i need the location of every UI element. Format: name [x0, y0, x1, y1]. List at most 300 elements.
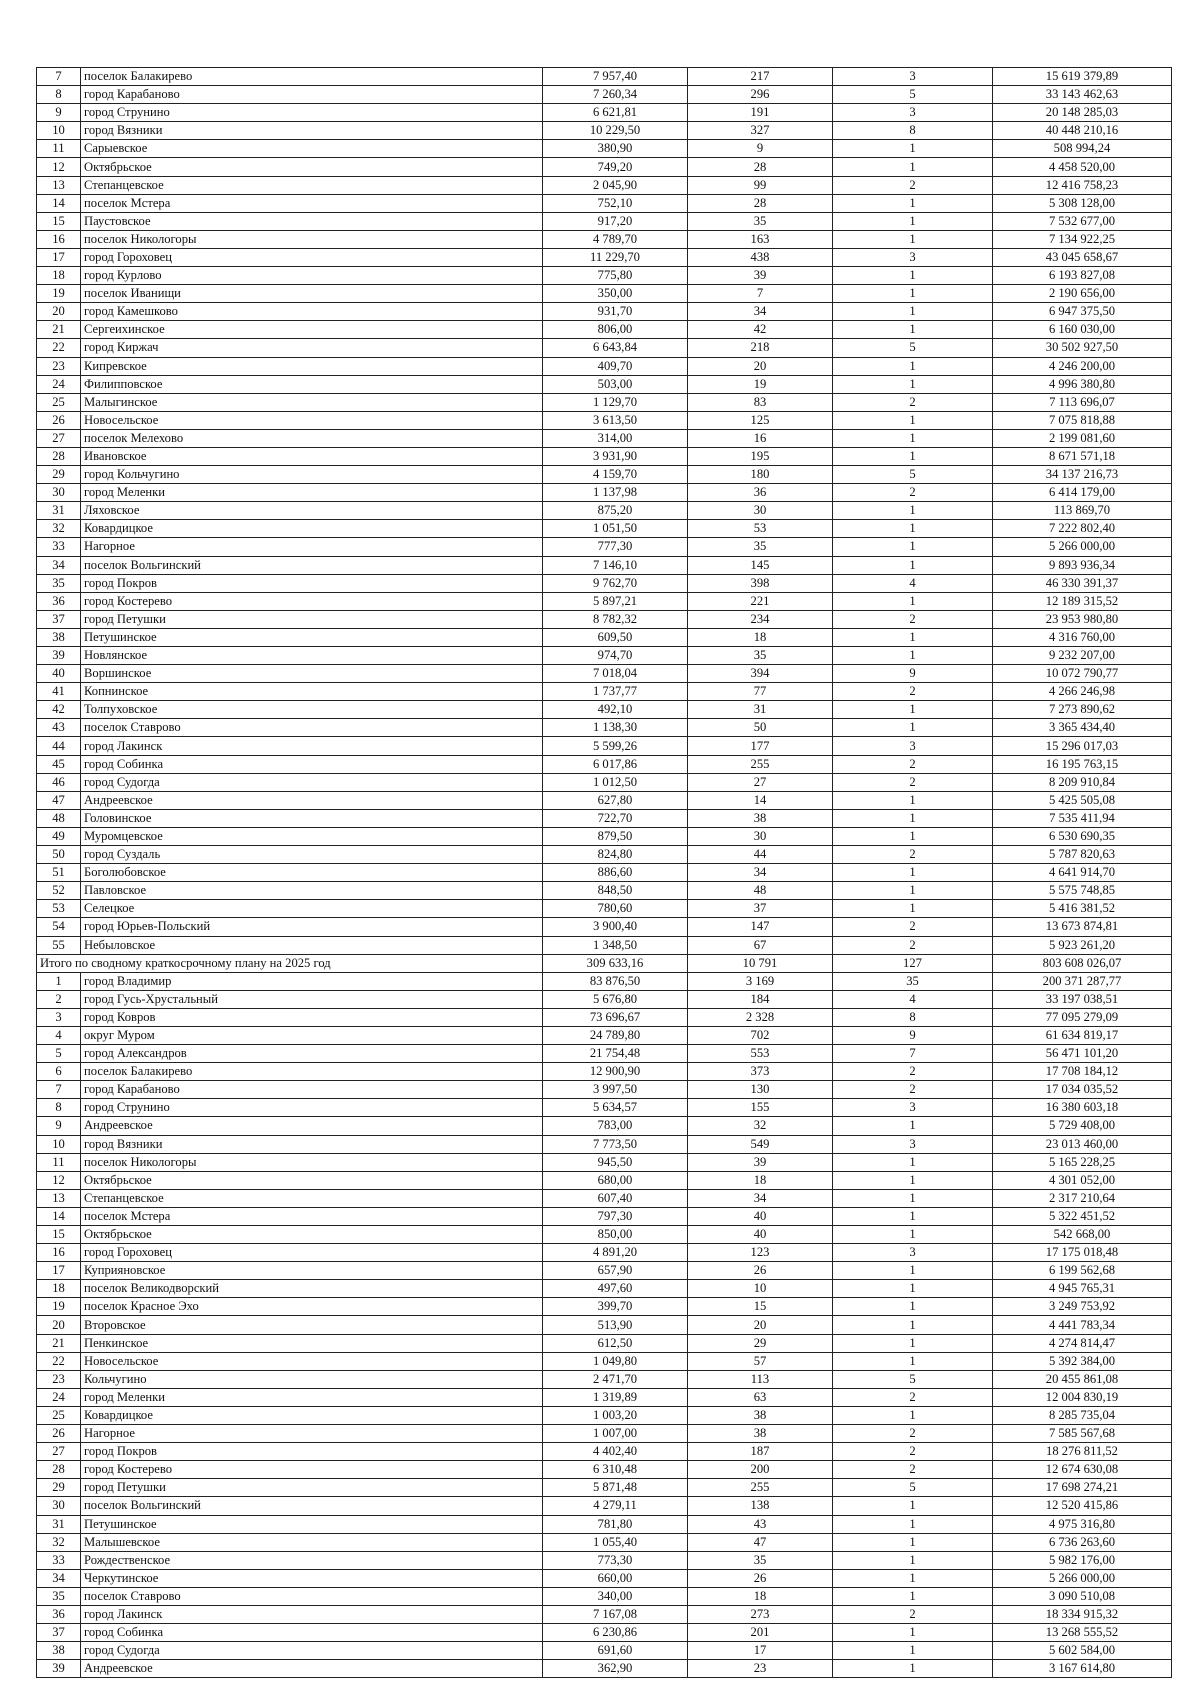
- residents-count: 57: [688, 1352, 833, 1370]
- area-value: 492,10: [543, 701, 688, 719]
- row-number: 42: [37, 701, 81, 719]
- area-value: 7 260,34: [543, 86, 688, 104]
- table-row: [37, 882, 1172, 900]
- cost-value: 8 671 571,18: [993, 447, 1172, 465]
- houses-count: 1: [833, 538, 993, 556]
- row-number: 3: [37, 1008, 81, 1026]
- row-number: 18: [37, 1280, 81, 1298]
- houses-count: 2: [833, 918, 993, 936]
- cost-value: 4 266 246,98: [993, 683, 1172, 701]
- area-value: 7 957,40: [543, 68, 688, 86]
- houses-count: 1: [833, 520, 993, 538]
- residents-count: 7: [688, 285, 833, 303]
- area-value: 875,20: [543, 502, 688, 520]
- cost-value: 9 232 207,00: [993, 647, 1172, 665]
- cost-value: 18 276 811,52: [993, 1443, 1172, 1461]
- municipality-name: Копнинское: [81, 683, 543, 701]
- area-value: 749,20: [543, 158, 688, 176]
- table-row: [37, 1081, 1172, 1099]
- municipality-name: Павловское: [81, 882, 543, 900]
- residents-count: 99: [688, 176, 833, 194]
- houses-count: 1: [833, 1280, 993, 1298]
- municipality-name: Второвское: [81, 1316, 543, 1334]
- area-value: 1 138,30: [543, 719, 688, 737]
- municipality-name: Паустовское: [81, 212, 543, 230]
- row-number: 8: [37, 86, 81, 104]
- residents-count: 145: [688, 556, 833, 574]
- table-row: [37, 1642, 1172, 1660]
- municipality-name: поселок Иванищи: [81, 285, 543, 303]
- cost-value: 8 209 910,84: [993, 773, 1172, 791]
- table-row: [37, 1244, 1172, 1262]
- area-value: 3 900,40: [543, 918, 688, 936]
- row-number: 20: [37, 303, 81, 321]
- houses-count: 1: [833, 1207, 993, 1225]
- table-row: [37, 701, 1172, 719]
- houses-count: 3: [833, 68, 993, 86]
- houses-count: 1: [833, 1298, 993, 1316]
- area-value: 4 159,70: [543, 466, 688, 484]
- houses-count: 1: [833, 1497, 993, 1515]
- cost-value: 15 619 379,89: [993, 68, 1172, 86]
- row-number: 8: [37, 1099, 81, 1117]
- table-row: [37, 176, 1172, 194]
- table-row: [37, 719, 1172, 737]
- cost-value: 12 520 415,86: [993, 1497, 1172, 1515]
- municipality-name: Кольчугино: [81, 1370, 543, 1388]
- area-value: 1 137,98: [543, 484, 688, 502]
- houses-count: 1: [833, 267, 993, 285]
- cost-value: 5 392 384,00: [993, 1352, 1172, 1370]
- table-row: [37, 1497, 1172, 1515]
- houses-count: 1: [833, 158, 993, 176]
- table-row: [37, 520, 1172, 538]
- cost-value: 4 274 814,47: [993, 1334, 1172, 1352]
- houses-count: 2: [833, 1605, 993, 1623]
- cost-value: 9 893 936,34: [993, 556, 1172, 574]
- municipality-name: город Меленки: [81, 1388, 543, 1406]
- houses-count: 1: [833, 502, 993, 520]
- municipality-name: Нагорное: [81, 1425, 543, 1443]
- area-value: 4 891,20: [543, 1244, 688, 1262]
- row-number: 1: [37, 972, 81, 990]
- municipality-name: город Карабаново: [81, 86, 543, 104]
- area-value: 7 773,50: [543, 1135, 688, 1153]
- table-row: [37, 1605, 1172, 1623]
- table-row: [37, 628, 1172, 646]
- houses-count: 1: [833, 1334, 993, 1352]
- plan-rows-part1: [37, 68, 1172, 955]
- row-number: 24: [37, 1388, 81, 1406]
- municipality-name: город Меленки: [81, 484, 543, 502]
- table-row: [37, 574, 1172, 592]
- municipality-name: город Вязники: [81, 122, 543, 140]
- residents-count: 34: [688, 864, 833, 882]
- residents-count: 50: [688, 719, 833, 737]
- row-number: 39: [37, 647, 81, 665]
- municipality-name: Воршинское: [81, 665, 543, 683]
- table-row: [37, 1406, 1172, 1424]
- houses-count: 1: [833, 592, 993, 610]
- row-number: 38: [37, 628, 81, 646]
- area-value: 513,90: [543, 1316, 688, 1334]
- cost-value: 17 708 184,12: [993, 1063, 1172, 1081]
- municipality-name: город Собинка: [81, 1624, 543, 1642]
- municipality-name: Ковардицкое: [81, 520, 543, 538]
- area-value: 917,20: [543, 212, 688, 230]
- table-row: [37, 1660, 1172, 1678]
- area-value: 5 897,21: [543, 592, 688, 610]
- residents-count: 36: [688, 484, 833, 502]
- total-people: 10 791: [688, 954, 833, 972]
- cost-value: 7 535 411,94: [993, 809, 1172, 827]
- residents-count: 35: [688, 1551, 833, 1569]
- cost-value: 56 471 101,20: [993, 1045, 1172, 1063]
- residents-count: 47: [688, 1533, 833, 1551]
- municipality-name: Пенкинское: [81, 1334, 543, 1352]
- municipality-name: Толпуховское: [81, 701, 543, 719]
- table-row: [37, 864, 1172, 882]
- row-number: 39: [37, 1660, 81, 1678]
- row-number: 29: [37, 466, 81, 484]
- capital-repair-plan-table: [36, 67, 1172, 1678]
- houses-count: 1: [833, 1352, 993, 1370]
- table-row: [37, 1008, 1172, 1026]
- row-number: 21: [37, 321, 81, 339]
- table-row: [37, 339, 1172, 357]
- table-row: [37, 990, 1172, 1008]
- municipality-name: поселок Ставрово: [81, 719, 543, 737]
- houses-count: 9: [833, 1026, 993, 1044]
- cost-value: 20 148 285,03: [993, 104, 1172, 122]
- row-number: 35: [37, 1587, 81, 1605]
- row-number: 23: [37, 1370, 81, 1388]
- residents-count: 394: [688, 665, 833, 683]
- houses-count: 3: [833, 104, 993, 122]
- cost-value: 5 322 451,52: [993, 1207, 1172, 1225]
- municipality-name: Петушинское: [81, 628, 543, 646]
- residents-count: 30: [688, 827, 833, 845]
- cost-value: 20 455 861,08: [993, 1370, 1172, 1388]
- row-number: 26: [37, 411, 81, 429]
- cost-value: 200 371 287,77: [993, 972, 1172, 990]
- residents-count: 39: [688, 267, 833, 285]
- houses-count: 1: [833, 212, 993, 230]
- residents-count: 125: [688, 411, 833, 429]
- row-number: 53: [37, 900, 81, 918]
- area-value: 1 737,77: [543, 683, 688, 701]
- area-value: 380,90: [543, 140, 688, 158]
- row-number: 32: [37, 1533, 81, 1551]
- residents-count: 38: [688, 809, 833, 827]
- area-value: 1 319,89: [543, 1388, 688, 1406]
- table-row: [37, 900, 1172, 918]
- cost-value: 3 090 510,08: [993, 1587, 1172, 1605]
- municipality-name: город Гороховец: [81, 248, 543, 266]
- cost-value: 5 923 261,20: [993, 936, 1172, 954]
- houses-count: 2: [833, 1461, 993, 1479]
- houses-count: 2: [833, 1388, 993, 1406]
- residents-count: 35: [688, 647, 833, 665]
- cost-value: 12 416 758,23: [993, 176, 1172, 194]
- area-value: 7 167,08: [543, 1605, 688, 1623]
- table-row: [37, 1045, 1172, 1063]
- cost-value: 7 532 677,00: [993, 212, 1172, 230]
- area-value: 783,00: [543, 1117, 688, 1135]
- houses-count: 2: [833, 936, 993, 954]
- residents-count: 23: [688, 1660, 833, 1678]
- total-houses: 127: [833, 954, 993, 972]
- area-value: 6 643,84: [543, 339, 688, 357]
- cost-value: 113 869,70: [993, 502, 1172, 520]
- area-value: 4 279,11: [543, 1497, 688, 1515]
- cost-value: 13 268 555,52: [993, 1624, 1172, 1642]
- municipality-name: город Курлово: [81, 267, 543, 285]
- houses-count: 2: [833, 393, 993, 411]
- table-row: [37, 68, 1172, 86]
- municipality-name: поселок Балакирево: [81, 68, 543, 86]
- houses-count: 3: [833, 1099, 993, 1117]
- cost-value: 4 441 783,34: [993, 1316, 1172, 1334]
- area-value: 6 017,86: [543, 755, 688, 773]
- residents-count: 32: [688, 1117, 833, 1135]
- municipality-name: Степанцевское: [81, 1189, 543, 1207]
- row-number: 14: [37, 1207, 81, 1225]
- cost-value: 4 641 914,70: [993, 864, 1172, 882]
- row-number: 38: [37, 1642, 81, 1660]
- residents-count: 218: [688, 339, 833, 357]
- municipality-name: Куприяновское: [81, 1262, 543, 1280]
- residents-count: 180: [688, 466, 833, 484]
- houses-count: 1: [833, 701, 993, 719]
- houses-count: 2: [833, 755, 993, 773]
- municipality-name: Новосельское: [81, 1352, 543, 1370]
- residents-count: 155: [688, 1099, 833, 1117]
- municipality-name: поселок Вольгинский: [81, 1497, 543, 1515]
- houses-count: 5: [833, 86, 993, 104]
- residents-count: 39: [688, 1153, 833, 1171]
- cost-value: 8 285 735,04: [993, 1406, 1172, 1424]
- residents-count: 327: [688, 122, 833, 140]
- cost-value: 33 143 462,63: [993, 86, 1172, 104]
- municipality-name: Октябрьское: [81, 158, 543, 176]
- row-number: 26: [37, 1425, 81, 1443]
- row-number: 14: [37, 194, 81, 212]
- cost-value: 43 045 658,67: [993, 248, 1172, 266]
- table-row: [37, 375, 1172, 393]
- table-row: [37, 429, 1172, 447]
- houses-count: 1: [833, 827, 993, 845]
- table-row: [37, 194, 1172, 212]
- area-value: 7 146,10: [543, 556, 688, 574]
- residents-count: 18: [688, 628, 833, 646]
- municipality-name: Ляховское: [81, 502, 543, 520]
- area-value: 362,90: [543, 1660, 688, 1678]
- table-row: [37, 1262, 1172, 1280]
- table-row: [37, 1207, 1172, 1225]
- table-row: [37, 972, 1172, 990]
- residents-count: 19: [688, 375, 833, 393]
- municipality-name: город Карабаново: [81, 1081, 543, 1099]
- row-number: 30: [37, 484, 81, 502]
- area-value: 21 754,48: [543, 1045, 688, 1063]
- table-row: [37, 411, 1172, 429]
- residents-count: 234: [688, 610, 833, 628]
- cost-value: 46 330 391,37: [993, 574, 1172, 592]
- municipality-name: город Костерево: [81, 1461, 543, 1479]
- cost-value: 6 736 263,60: [993, 1533, 1172, 1551]
- cost-value: 4 246 200,00: [993, 357, 1172, 375]
- cost-value: 6 160 030,00: [993, 321, 1172, 339]
- municipality-name: Небыловское: [81, 936, 543, 954]
- row-number: 17: [37, 248, 81, 266]
- municipality-name: город Покров: [81, 574, 543, 592]
- houses-count: 2: [833, 610, 993, 628]
- table-row: [37, 1533, 1172, 1551]
- houses-count: 2: [833, 484, 993, 502]
- table-row: [37, 466, 1172, 484]
- table-row: [37, 1026, 1172, 1044]
- table-row: [37, 846, 1172, 864]
- residents-count: 27: [688, 773, 833, 791]
- table-row: [37, 683, 1172, 701]
- area-value: 1 007,00: [543, 1425, 688, 1443]
- houses-count: 1: [833, 140, 993, 158]
- cost-value: 16 380 603,18: [993, 1099, 1172, 1117]
- row-number: 32: [37, 520, 81, 538]
- residents-count: 40: [688, 1226, 833, 1244]
- residents-count: 9: [688, 140, 833, 158]
- houses-count: 1: [833, 628, 993, 646]
- table-row: [37, 1443, 1172, 1461]
- row-number: 27: [37, 429, 81, 447]
- area-value: 781,80: [543, 1515, 688, 1533]
- municipality-name: город Ковров: [81, 1008, 543, 1026]
- cost-value: 5 425 505,08: [993, 791, 1172, 809]
- houses-count: 2: [833, 683, 993, 701]
- houses-count: 1: [833, 411, 993, 429]
- area-value: 1 051,50: [543, 520, 688, 538]
- table-row: [37, 104, 1172, 122]
- municipality-name: город Покров: [81, 1443, 543, 1461]
- table-row: [37, 1569, 1172, 1587]
- residents-count: 63: [688, 1388, 833, 1406]
- municipality-name: Малыгинское: [81, 393, 543, 411]
- municipality-name: Андреевское: [81, 1660, 543, 1678]
- table-row: [37, 1388, 1172, 1406]
- plan-rows-part2: [37, 972, 1172, 1678]
- area-value: 607,40: [543, 1189, 688, 1207]
- row-number: 16: [37, 230, 81, 248]
- table-row: [37, 1587, 1172, 1605]
- residents-count: 373: [688, 1063, 833, 1081]
- houses-count: 8: [833, 122, 993, 140]
- table-row: [37, 1479, 1172, 1497]
- houses-count: 1: [833, 357, 993, 375]
- area-value: 24 789,80: [543, 1026, 688, 1044]
- area-value: 886,60: [543, 864, 688, 882]
- area-value: 945,50: [543, 1153, 688, 1171]
- houses-count: 1: [833, 864, 993, 882]
- cost-value: 34 137 216,73: [993, 466, 1172, 484]
- area-value: 503,00: [543, 375, 688, 393]
- row-number: 20: [37, 1316, 81, 1334]
- cost-value: 542 668,00: [993, 1226, 1172, 1244]
- cost-value: 6 947 375,50: [993, 303, 1172, 321]
- houses-count: 1: [833, 375, 993, 393]
- houses-count: 2: [833, 1443, 993, 1461]
- cost-value: 3 249 753,92: [993, 1298, 1172, 1316]
- municipality-name: город Александров: [81, 1045, 543, 1063]
- residents-count: 553: [688, 1045, 833, 1063]
- residents-count: 15: [688, 1298, 833, 1316]
- cost-value: 3 365 434,40: [993, 719, 1172, 737]
- cost-value: 4 458 520,00: [993, 158, 1172, 176]
- row-number: 4: [37, 1026, 81, 1044]
- area-value: 1 003,20: [543, 1406, 688, 1424]
- total-label: Итого по сводному краткосрочному плану на 2025 год: [37, 954, 543, 972]
- cost-value: 5 165 228,25: [993, 1153, 1172, 1171]
- table-row: [37, 1117, 1172, 1135]
- houses-count: 1: [833, 1189, 993, 1207]
- cost-value: 40 448 210,16: [993, 122, 1172, 140]
- row-number: 19: [37, 285, 81, 303]
- houses-count: 1: [833, 230, 993, 248]
- area-value: 5 676,80: [543, 990, 688, 1008]
- municipality-name: Кипревское: [81, 357, 543, 375]
- cost-value: 6 193 827,08: [993, 267, 1172, 285]
- area-value: 931,70: [543, 303, 688, 321]
- cost-value: 23 013 460,00: [993, 1135, 1172, 1153]
- municipality-name: город Лакинск: [81, 1605, 543, 1623]
- area-value: 824,80: [543, 846, 688, 864]
- table-row: [37, 1298, 1172, 1316]
- cost-value: 7 075 818,88: [993, 411, 1172, 429]
- cost-value: 4 301 052,00: [993, 1171, 1172, 1189]
- table-row: [37, 1624, 1172, 1642]
- residents-count: 549: [688, 1135, 833, 1153]
- municipality-name: город Киржач: [81, 339, 543, 357]
- cost-value: 5 729 408,00: [993, 1117, 1172, 1135]
- area-value: 691,60: [543, 1642, 688, 1660]
- municipality-name: Муромцевское: [81, 827, 543, 845]
- houses-count: 1: [833, 447, 993, 465]
- cost-value: 33 197 038,51: [993, 990, 1172, 1008]
- table-row: [37, 1352, 1172, 1370]
- houses-count: 1: [833, 1660, 993, 1678]
- residents-count: 2 328: [688, 1008, 833, 1026]
- municipality-name: город Вязники: [81, 1135, 543, 1153]
- houses-count: 1: [833, 1569, 993, 1587]
- area-value: 627,80: [543, 791, 688, 809]
- row-number: 13: [37, 1189, 81, 1207]
- municipality-name: город Петушки: [81, 610, 543, 628]
- residents-count: 195: [688, 447, 833, 465]
- residents-count: 34: [688, 1189, 833, 1207]
- municipality-name: поселок Великодворский: [81, 1280, 543, 1298]
- area-value: 3 931,90: [543, 447, 688, 465]
- table-row: [37, 1334, 1172, 1352]
- row-number: 27: [37, 1443, 81, 1461]
- area-value: 775,80: [543, 267, 688, 285]
- houses-count: 5: [833, 339, 993, 357]
- residents-count: 113: [688, 1370, 833, 1388]
- row-number: 49: [37, 827, 81, 845]
- houses-count: 1: [833, 285, 993, 303]
- cost-value: 77 095 279,09: [993, 1008, 1172, 1026]
- residents-count: 26: [688, 1569, 833, 1587]
- houses-count: 3: [833, 737, 993, 755]
